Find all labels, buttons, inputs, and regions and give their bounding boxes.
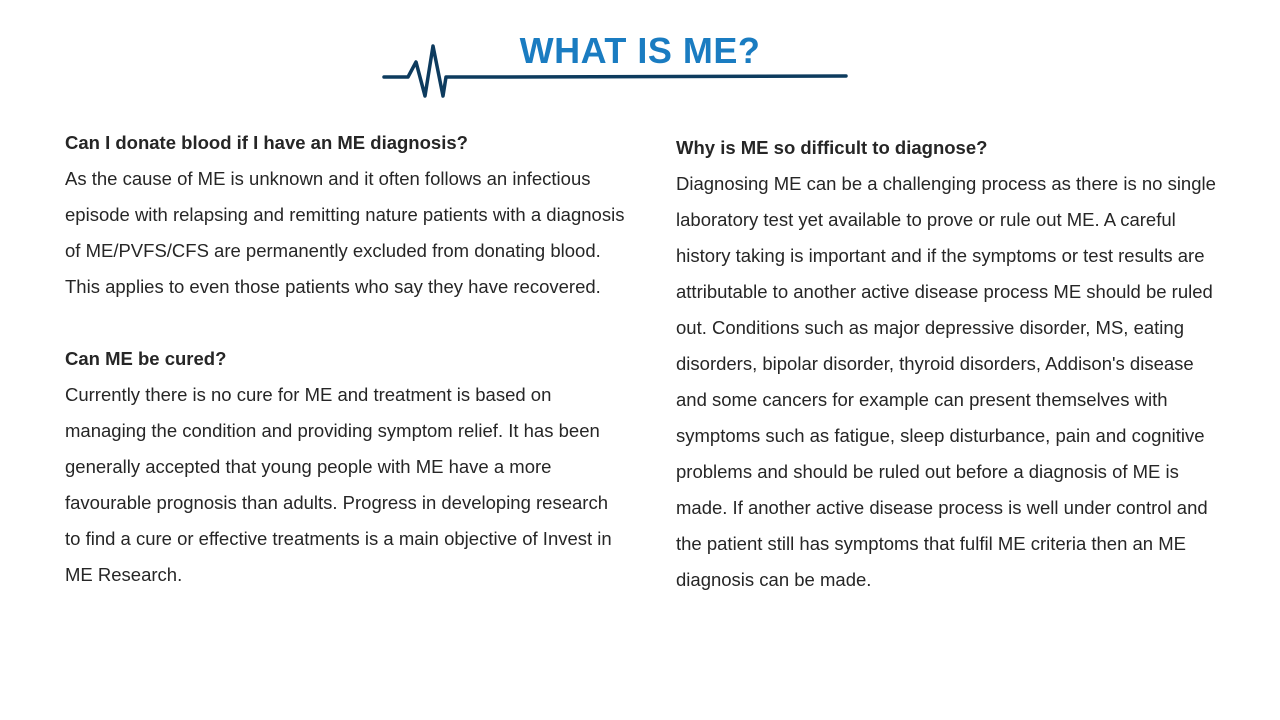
qa-block-diagnosis [676,130,1221,598]
qa-block-blood-donation [65,125,625,305]
answer-paragraph: As the cause of ME is unknown and it often follows an infectious episode with relapsing and remitting nature patients with a diagnosis of ME/PVFS/CFS are permanently excluded from donating blood. This applies to even those patients who say they have recovered. [65,168,625,297]
question-heading: Why is ME so difficult to diagnose? [676,137,988,158]
qa-block-cure [65,341,625,593]
question-heading: Can ME be cured? [65,348,227,369]
answer-paragraph: Diagnosing ME can be a challenging process as there is no single laboratory test yet available to prove or rule out ME. A careful history taking is important and if the symptoms or test results are attributable to another active disease process ME should be ruled out. Conditions such as major depressive disorder, MS, eating disorders, bipolar disorder, thyroid disorders, Addison's disease and some cancers for example can present themselves with symptoms such as fatigue, sleep disturbance, pain and cognitive problems and should be ruled out before a diagnosis of ME is made. If another active disease process is well under control and the patient still has symptoms that fulfil ME criteria then an ME diagnosis can be made. [676,173,1216,590]
page-title: WHAT IS ME? [519,30,761,71]
answer-paragraph: Currently there is no cure for ME and treatment is based on managing the condition and providing symptom relief. It has been generally accepted that young people with ME have a more favourable prognosis than adults. Progress in developing research to find a cure or effective treatments is a main objective of Invest in ME Research. [65,384,612,585]
question-heading: Can I donate blood if I have an ME diagnosis? [65,132,468,153]
left-column [65,125,625,629]
right-column [676,130,1221,634]
